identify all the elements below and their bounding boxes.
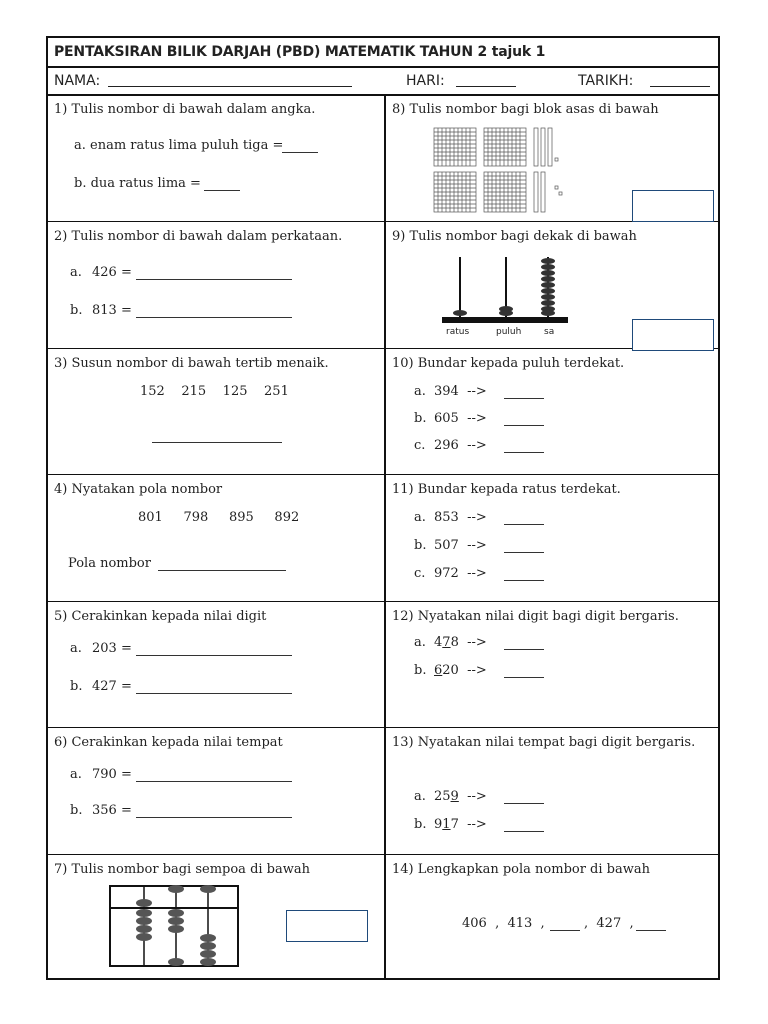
abacus-image — [110, 886, 240, 968]
question-text: 7) Tulis nombor bagi sempoa di bawah — [54, 862, 311, 877]
name-field[interactable] — [108, 86, 352, 87]
question-text: 5) Cerakinkan kepada nilai digit — [54, 609, 267, 624]
row-divider — [48, 601, 718, 602]
question-text: 9) Tulis nombor bagi dekak di bawah — [392, 229, 637, 244]
item-b-value: 813 = — [92, 303, 132, 318]
row-divider — [48, 474, 718, 475]
dekak-image — [438, 253, 568, 333]
question-5 — [48, 603, 384, 727]
item-c-value: 972 --> — [434, 566, 487, 581]
question-text: 3) Susun nombor di bawah tertib menaik. — [54, 356, 329, 371]
item-b-value: 507 --> — [434, 538, 487, 553]
day-field[interactable] — [456, 86, 516, 87]
question-10 — [386, 350, 722, 474]
underlined-digit: 6 — [434, 663, 443, 678]
item-b-label: b. — [414, 817, 427, 832]
question-4 — [48, 476, 384, 601]
question-text: 13) Nyatakan nilai tempat bagi digit bergaris. — [392, 735, 696, 750]
answer-blank[interactable] — [136, 693, 292, 694]
answer-blank[interactable] — [550, 930, 580, 931]
answer-box[interactable] — [632, 190, 714, 222]
answer-blank[interactable] — [504, 524, 544, 525]
answer-blank[interactable] — [282, 152, 318, 153]
question-6 — [48, 729, 384, 854]
question-text: 2) Tulis nombor di bawah dalam perkataan. — [54, 229, 343, 244]
item-a-label: a. — [70, 767, 82, 782]
sequence-part-1: 406 , 413 , — [462, 916, 545, 931]
item-b-value: 427 = — [92, 679, 132, 694]
answer-blank[interactable] — [158, 570, 286, 571]
title-row — [48, 38, 718, 68]
question-text: 11) Bundar kepada ratus terdekat. — [392, 482, 621, 497]
item-b-value: 917 --> — [434, 817, 487, 832]
question-2 — [48, 223, 384, 348]
answer-blank[interactable] — [204, 190, 240, 191]
item-a-label: a. — [414, 510, 426, 525]
numbers: 152 215 125 251 — [140, 384, 289, 399]
question-11 — [386, 476, 722, 601]
answer-blank[interactable] — [504, 425, 544, 426]
answer-blank[interactable] — [504, 831, 544, 832]
answer-blank[interactable] — [504, 677, 544, 678]
question-text: 1) Tulis nombor di bawah dalam angka. — [54, 102, 316, 117]
answer-blank[interactable] — [136, 317, 292, 318]
underlined-digit: 9 — [450, 789, 459, 804]
item-a-value: 790 = — [92, 767, 132, 782]
answer-blank[interactable] — [152, 442, 282, 443]
date-label: TARIKH: — [578, 73, 634, 89]
item-b-value: 620 --> — [434, 663, 487, 678]
item-b-label: b. — [70, 303, 83, 318]
item-a-value: 426 = — [92, 265, 132, 280]
label-sa: sa — [544, 327, 555, 337]
item-c-value: 296 --> — [434, 438, 487, 453]
item-b-label: b. — [414, 538, 427, 553]
worksheet — [46, 36, 720, 980]
date-field[interactable] — [650, 86, 710, 87]
item-b-value: 605 --> — [434, 411, 487, 426]
answer-blank[interactable] — [504, 398, 544, 399]
answer-blank[interactable] — [504, 552, 544, 553]
item-b-label: b. — [414, 411, 427, 426]
name-row — [48, 66, 718, 96]
answer-blank[interactable] — [136, 655, 292, 656]
answer-blank[interactable] — [504, 580, 544, 581]
question-text: 8) Tulis nombor bagi blok asas di bawah — [392, 102, 659, 117]
item-a-label: a. — [70, 641, 82, 656]
question-text: 12) Nyatakan nilai digit bagi digit bergaris. — [392, 609, 679, 624]
item-b-label: b. — [70, 803, 83, 818]
row-divider — [48, 854, 718, 855]
answer-box[interactable] — [286, 910, 368, 942]
answer-blank[interactable] — [636, 930, 666, 931]
item-a-value: 853 --> — [434, 510, 487, 525]
item-b-value: 356 = — [92, 803, 132, 818]
answer-blank[interactable] — [136, 781, 292, 782]
item-a-value: 203 = — [92, 641, 132, 656]
label-puluh: puluh — [496, 327, 522, 337]
label-ratus: ratus — [446, 327, 470, 337]
question-text: 4) Nyatakan pola nombor — [54, 482, 223, 497]
item-c-label: c. — [414, 438, 426, 453]
underlined-digit: 7 — [442, 635, 451, 650]
name-label: NAMA: — [54, 73, 101, 89]
question-3 — [48, 350, 384, 474]
item-a-label: a. — [414, 635, 426, 650]
row-divider — [48, 348, 718, 349]
item-b: b. dua ratus lima = — [74, 176, 201, 191]
answer-blank[interactable] — [136, 817, 292, 818]
item-a-value: 259 --> — [434, 789, 487, 804]
answer-blank[interactable] — [504, 803, 544, 804]
underlined-digit: 1 — [442, 817, 451, 832]
sequence-part-2: , 427 , — [584, 916, 634, 931]
base-ten-blocks-image — [434, 128, 574, 218]
answer-blank[interactable] — [504, 649, 544, 650]
question-text: 6) Cerakinkan kepada nilai tempat — [54, 735, 283, 750]
day-label: HARI: — [406, 73, 445, 89]
item-b-label: b. — [70, 679, 83, 694]
pattern-label: Pola nombor — [68, 556, 151, 571]
question-8 — [386, 96, 722, 221]
item-a-label: a. — [414, 789, 426, 804]
question-9 — [386, 223, 722, 348]
question-7 — [48, 856, 384, 978]
question-1 — [48, 96, 384, 221]
item-a-label: a. — [414, 384, 426, 399]
answer-box[interactable] — [632, 319, 714, 351]
question-text: 10) Bundar kepada puluh terdekat. — [392, 356, 625, 371]
question-13 — [386, 729, 722, 854]
item-a-value: 478 --> — [434, 635, 487, 650]
item-b-label: b. — [414, 663, 427, 678]
item-a: a. enam ratus lima puluh tiga = — [74, 138, 284, 153]
answer-blank[interactable] — [136, 279, 292, 280]
row-divider — [48, 727, 718, 728]
question-14 — [386, 856, 722, 978]
item-a-value: 394 --> — [434, 384, 487, 399]
page-title: PENTAKSIRAN BILIK DARJAH (PBD) MATEMATIK TAHUN 2 tajuk 1 — [54, 44, 546, 60]
answer-blank[interactable] — [504, 452, 544, 453]
question-text: 14) Lengkapkan pola nombor di bawah — [392, 862, 650, 877]
item-a-label: a. — [70, 265, 82, 280]
question-12 — [386, 603, 722, 727]
item-c-label: c. — [414, 566, 426, 581]
row-divider — [48, 221, 718, 222]
numbers: 801 798 895 892 — [138, 510, 300, 525]
